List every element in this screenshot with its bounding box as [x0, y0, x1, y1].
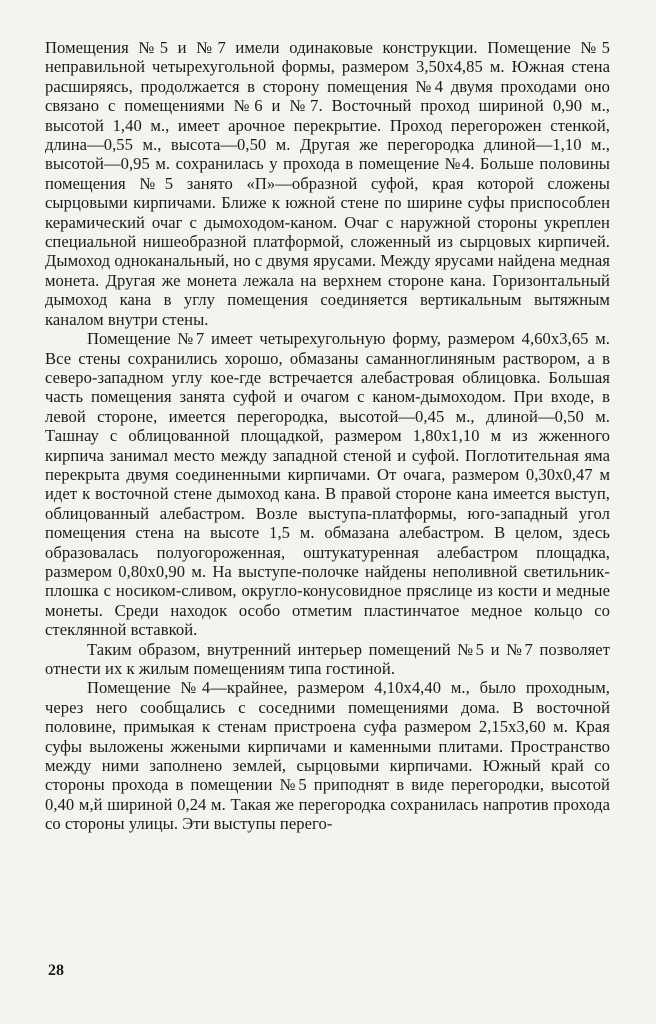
paragraph-rooms-5-7: Помещения №5 и №7 имели одинаковые конструкции. Помещение №5 неправильной четырехугольной формы, размером 3,50x4,85 м. Южная стена расширяясь, продолжается в сторону помещения №4 двумя проходами оно связано с помещениями №6 и №7. Восточный проход шириной 0,90 м., высотой 1,40 м., имеет арочное перекрытие. Проход перегорожен стенкой, длина—0,55 м., высота—0,50 м. Другая же перегородка длиной—1,10 м., высотой—0,95 м. сохранилась у прохода в помещение №4. Больше половины помещения №5 занято «П»—образной суфой, края которой сложены сырцовыми кирпичами. Ближе к южной стене по ширине суфы приспособлен керамический очаг с дымоходом-каном. Очаг с наружной стороны укреплен специальной нишеобразной платформой, сложенный из сырцовых кирпичей. Дымоход одноканальный, но с двумя ярусами. Между ярусами найдена медная монета. Другая же монета лежала на верхнем стороне кана. Горизонтальный дымоход кана в углу помещения соединяется вертикальным вытяжным каналом внутри стены.: [45, 38, 610, 329]
page-number: 28: [48, 962, 64, 979]
body-text: [45, 38, 610, 834]
paragraph-room-4: Помещение №4—крайнее, размером 4,10x4,40 м., было проходным, через него сообщались с соседними помещениями дома. В восточной половине, примыкая к стенам пристроена суфа размером 2,15x3,60 м. Края суфы выложены жжеными кирпичами и каменными плитами. Пространство между ними заполнено землей, сырцовыми кирпичами. Южный край со стороны прохода в помещении №5 приподнят в виде перегородки, высотой 0,40 м,й шириной 0,24 м. Такая же перегородка сохранилась напротив прохода со стороны улицы. Эти выступы перего-: [45, 678, 610, 834]
paragraph-room-7: Помещение №7 имеет четырехугольную форму, размером 4,60x3,65 м. Все стены сохранились хорошо, обмазаны саманноглиняным раствором, а в северо-западном углу кое-где встречается алебастровая облицовка. Большая часть помещения занята суфой и очагом с каном-дымоходом. При входе, в левой стороне, имеется перегородка, высотой—0,45 м., длиной—0,50 м. Ташнау с облицованной площадкой, размером 1,80x1,10 м из жженного кирпича занимал место между западной стеной и суфой. Поглотительная яма перекрыта двумя соединенными кирпичами. От очага, размером 0,30x0,47 м идет к восточной стене дымоход кана. В правой стороне кана имеется выступ, облицованный алебастром. Возле выступа-платформы, юго-западный угол помещения стена на высоте 1,5 м. обмазана алебастром. В целом, здесь образовалась полуогороженная, оштукатуренная алебастром площадка, размером 0,80x0,90 м. На выступе-полочке найдены неполивной светильник-плошка с носиком-сливом, округло-конусовидное пряслице из кости и медные монеты. Среди находок особо отметим пластинчатое медное кольцо со стеклянной вставкой.: [45, 329, 610, 640]
paragraph-conclusion: Таким образом, внутренний интерьер помещений №5 и №7 позволяет отнести их к жилым помещениям типа гостиной.: [45, 639, 610, 678]
